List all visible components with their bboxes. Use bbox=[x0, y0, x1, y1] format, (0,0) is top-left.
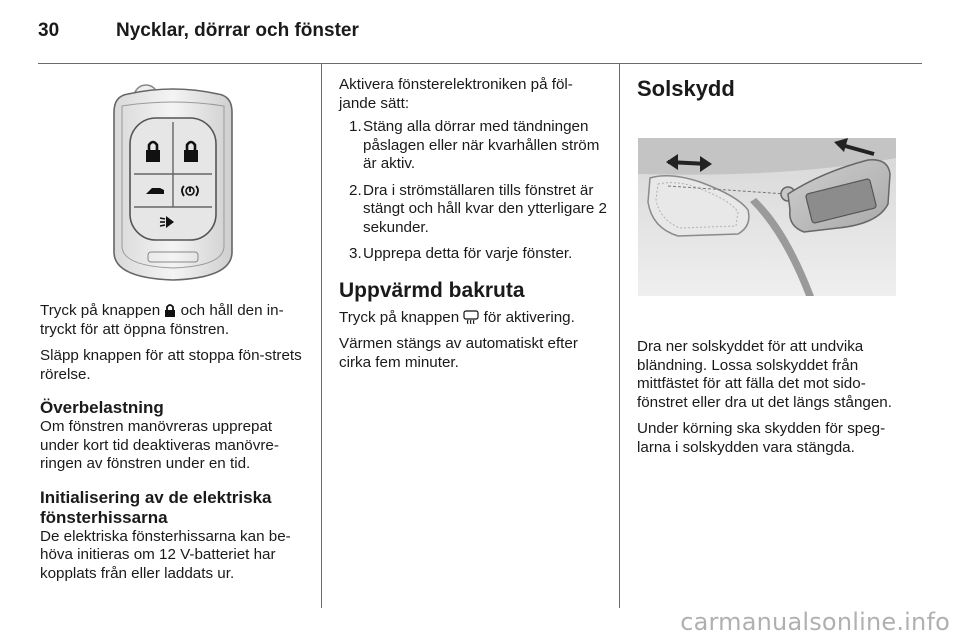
watermark: carmanualsonline.info bbox=[680, 608, 950, 636]
column-1 bbox=[40, 302, 308, 591]
column-divider-right bbox=[619, 63, 620, 608]
step-item bbox=[339, 182, 607, 238]
step-number: 3. bbox=[349, 245, 362, 262]
overload-text: Om fönstren manövreras upprepat under kort tid deaktiveras manövre-ringen av fönstren under en tid. bbox=[40, 418, 279, 472]
page-header bbox=[38, 20, 918, 50]
sun-visor-instruction: Dra ner solskyddet för att undvika bländning. Lossa solskyddet från mittfästet för att fälla det mot sido-fönstret eller dra ut det längs stången. bbox=[637, 338, 892, 411]
sun-visor-text bbox=[637, 338, 909, 465]
step-number: 2. bbox=[349, 181, 362, 199]
initialization-text: De elektriska fönsterhissarna kan be-höva initieras om 12 V-batteriet har kopplats från eller laddats ur. bbox=[40, 527, 291, 582]
window-stop-instruction: Släpp knappen för att stoppa fön-strets rörelse. bbox=[40, 347, 302, 383]
chapter-title: Nycklar, dörrar och fönster bbox=[116, 20, 359, 41]
step-text: Stäng alla dörrar med tändningen påslagen eller när kvarhållen ström är aktiv. bbox=[363, 118, 600, 172]
instruction-text-before: Tryck på knappen bbox=[40, 302, 161, 319]
page-number: 30 bbox=[38, 20, 60, 41]
key-fob-illustration bbox=[108, 82, 238, 282]
activation-intro: Aktivera fönsterelektroniken på föl-jande sätt: bbox=[339, 76, 573, 112]
step-item bbox=[339, 245, 607, 264]
overload-heading: Överbelastning bbox=[40, 398, 164, 417]
rear-window-instruction bbox=[339, 309, 607, 328]
step-text: Dra i strömställaren tills fönstret är stängt och håll kvar den ytterligare 2 sekunder. bbox=[363, 181, 607, 236]
activation-steps bbox=[339, 118, 607, 264]
sun-visor-heading: Solskydd bbox=[637, 76, 735, 101]
column-2 bbox=[339, 76, 607, 380]
vanity-mirror-note: Under körning ska skydden för speg-larna i solskydden vara stängda. bbox=[637, 420, 886, 456]
column-3 bbox=[637, 76, 909, 107]
column-divider-left bbox=[321, 63, 322, 608]
rear-defrost-icon bbox=[463, 310, 479, 324]
header-rule bbox=[38, 63, 922, 64]
rear-window-heading: Uppvärmd bakruta bbox=[339, 278, 525, 302]
rear-text-after: för aktivering. bbox=[483, 308, 575, 326]
window-open-instruction bbox=[40, 302, 308, 339]
instruction-text-after: och håll den in-tryckt för att öppna fönstren. bbox=[40, 302, 284, 338]
step-text: Upprepa detta för varje fönster. bbox=[363, 245, 573, 262]
rear-window-auto-off: Värmen stängs av automatiskt efter cirka fem minuter. bbox=[339, 335, 578, 371]
step-item bbox=[339, 118, 607, 174]
rear-text-before: Tryck på knappen bbox=[339, 308, 460, 326]
unlock-icon bbox=[164, 304, 176, 317]
sun-visor-illustration bbox=[638, 138, 896, 296]
initialization-heading: Initialisering av de elektriska fönsterhissarna bbox=[40, 487, 272, 527]
step-number: 1. bbox=[349, 118, 362, 135]
